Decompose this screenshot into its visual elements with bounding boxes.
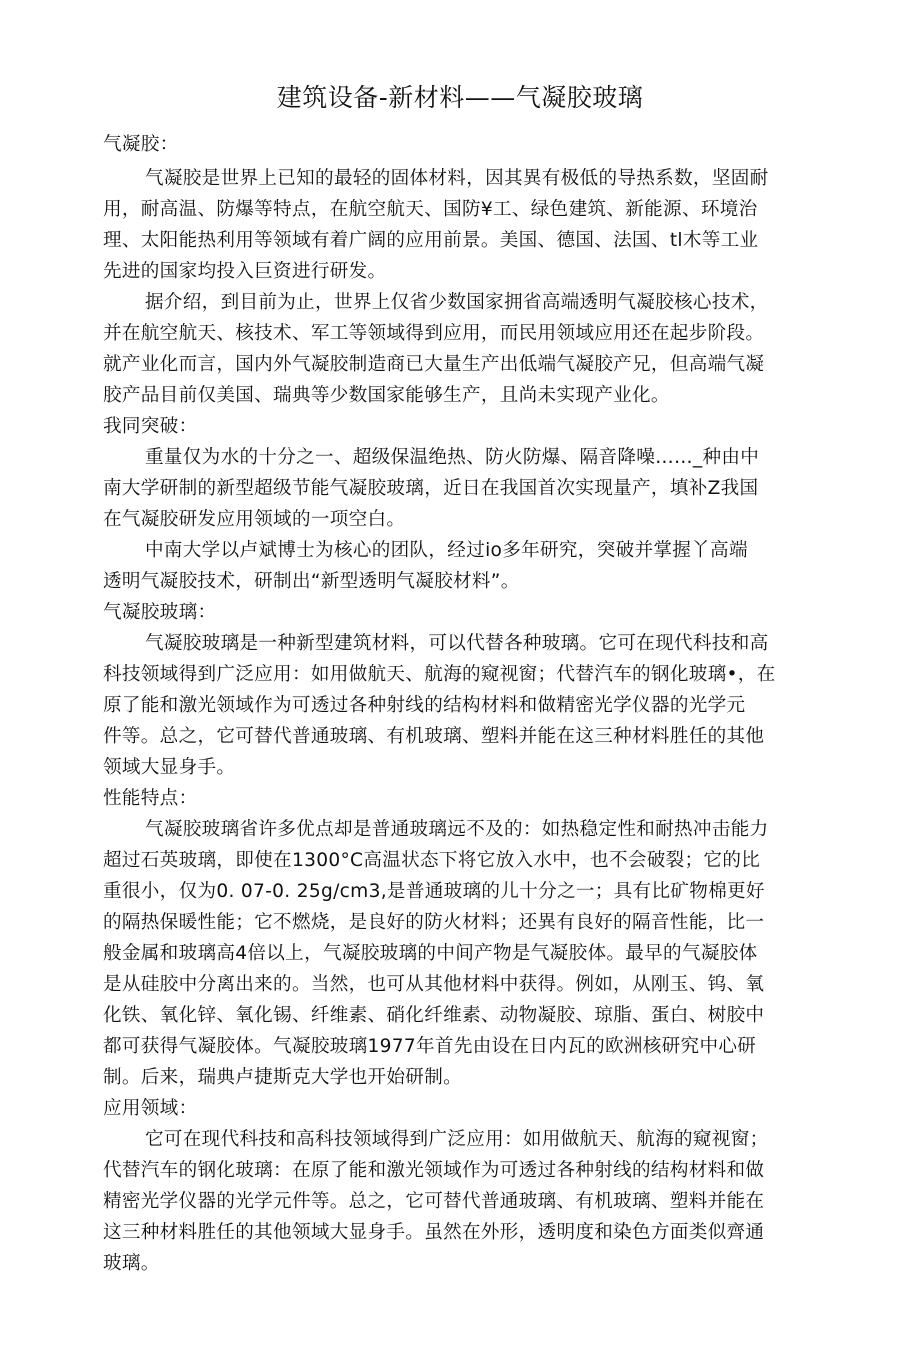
paragraph-line: 超过石英玻璃，即使在1300°C高温状态下将它放入水中，也不会破裂；它的比: [103, 850, 761, 871]
section-heading: 应用领域：: [103, 1098, 198, 1119]
paragraph-line: 的隔热保暖性能；它不燃烧，是良好的防火材料；还異有良好的隔音性能，比一: [103, 912, 765, 933]
paragraph-line: 理、太阳能热利用等领域有着广阔的应用前景。美国、德国、法国、tl木等工业: [103, 230, 759, 251]
paragraph-line: 制。后来，瑞典卢捷斯克大学也开始研制。: [103, 1067, 462, 1088]
paragraph-line: 科技领域得到广泛应用：如用做航天、航海的窥视窗；代替汽车的钢化玻璃•，在: [103, 664, 776, 685]
paragraph-line: 这三种材料胜任的其他领域大显身手。虽然在外形，透明度和染色方面类似齊通: [103, 1222, 765, 1243]
paragraph-line: 南大学研制的新型超级节能气凝胶玻璃，近日在我国首次实现量产，填补Z我国: [103, 478, 759, 499]
section-heading: 性能特点：: [103, 788, 198, 809]
paragraph-line: 精密光学仪器的光学元件等。总之，它可替代普通玻璃、有机玻璃、塑料并能在: [103, 1191, 765, 1212]
paragraph-line: 代替汽车的钢化玻璃：在原了能和激光领域作为可透过各种射线的结构材料和做: [103, 1160, 765, 1181]
paragraph-line: 件等。总之，它可替代普通玻璃、有机玻璃、塑料并能在这三种材料胜任的其他: [103, 726, 765, 747]
paragraph-line: 中南大学以卢斌博士为核心的团队，经过io多年研究，突破并掌握丫高端: [145, 540, 748, 561]
paragraph-line: 并在航空航天、核技术、军工等领域得到应用，而民用领域应用还在起步阶段。: [103, 323, 765, 344]
paragraph-line: 领域大显身手。: [103, 757, 236, 778]
paragraph-line: 是从硅胶中分离出来的。当然，也可从其他材料中获得。例如，从刚玉、钨、氧: [103, 974, 765, 995]
paragraph-line: 原了能和激光领域作为可透过各种射线的结构材料和做精密光学仪器的光学元: [103, 695, 746, 716]
paragraph-line: 用，耐高温、防爆等特点，在航空航天、国防¥工、绿色建筑、新能源、环境治: [103, 199, 758, 220]
paragraph-line: 玻璃。: [103, 1253, 160, 1274]
paragraph-line: 都可获得气凝胶体。气凝胶玻璃1977年首先由设在日内瓦的欧洲核研究中心研: [103, 1036, 757, 1057]
paragraph-line: 般金属和玻璃高4倍以上，气凝胶玻璃的中间产物是气凝胶体。最早的气凝胶体: [103, 943, 758, 964]
paragraph-line: 重很小，仅为0. 07-0. 25g/cm3,是普通玻璃的儿十分之一；具有比矿物棉更好: [103, 881, 765, 902]
paragraph-line: 透明气凝胶技术，研制出“新型透明气凝胶材料”。: [103, 571, 520, 592]
section-heading: 气凝胶：: [103, 134, 179, 155]
paragraph-line: 气凝胶玻璃是一种新型建筑材料，可以代替各种玻璃。它可在现代科技和高: [145, 633, 769, 654]
document-title: 建筑设备-新材料——气凝胶玻璃: [276, 83, 644, 112]
paragraph-line: 据介绍，到目前为止，世界上仅省少数国家拥省高端透明气凝胶核心技术，: [145, 292, 769, 313]
paragraph-line: 气凝胶是世界上已知的最轻的固体材料，因其異有极低的导热系数，坚固耐: [145, 168, 769, 189]
section-heading: 气凝胶玻璃：: [103, 602, 217, 623]
section-heading: 我同突破：: [103, 416, 198, 437]
paragraph-line: 它可在现代科技和高科技领域得到广泛应用：如用做航天、航海的窥视窗；: [145, 1129, 769, 1150]
paragraph-line: 先进的国家均投入巨资进行研发。: [103, 261, 387, 282]
paragraph-line: 化铁、氧化锌、氧化锡、纤维素、硝化纤维素、动物凝胶、琼脂、蛋白、树胶中: [103, 1005, 765, 1026]
paragraph-line: 在气凝胶研发应用领域的一项空白。: [103, 509, 406, 530]
paragraph-line: 气凝胶玻璃省许多优点却是普通玻璃远不及的：如热稳定性和耐热冲击能力: [145, 819, 769, 840]
paragraph-line: 就产业化而言，国内外气凝胶制造商已大量生产出低端气凝胶产兄，但高端气凝: [103, 354, 765, 375]
paragraph-line: 重量仅为水的十分之一、超级保温绝热、防火防爆、隔音降噪……_种由中: [145, 447, 760, 468]
paragraph-line: 胶产品目前仅美国、瑞典等少数国家能够生产，且尚未实现产业化。: [103, 385, 670, 406]
